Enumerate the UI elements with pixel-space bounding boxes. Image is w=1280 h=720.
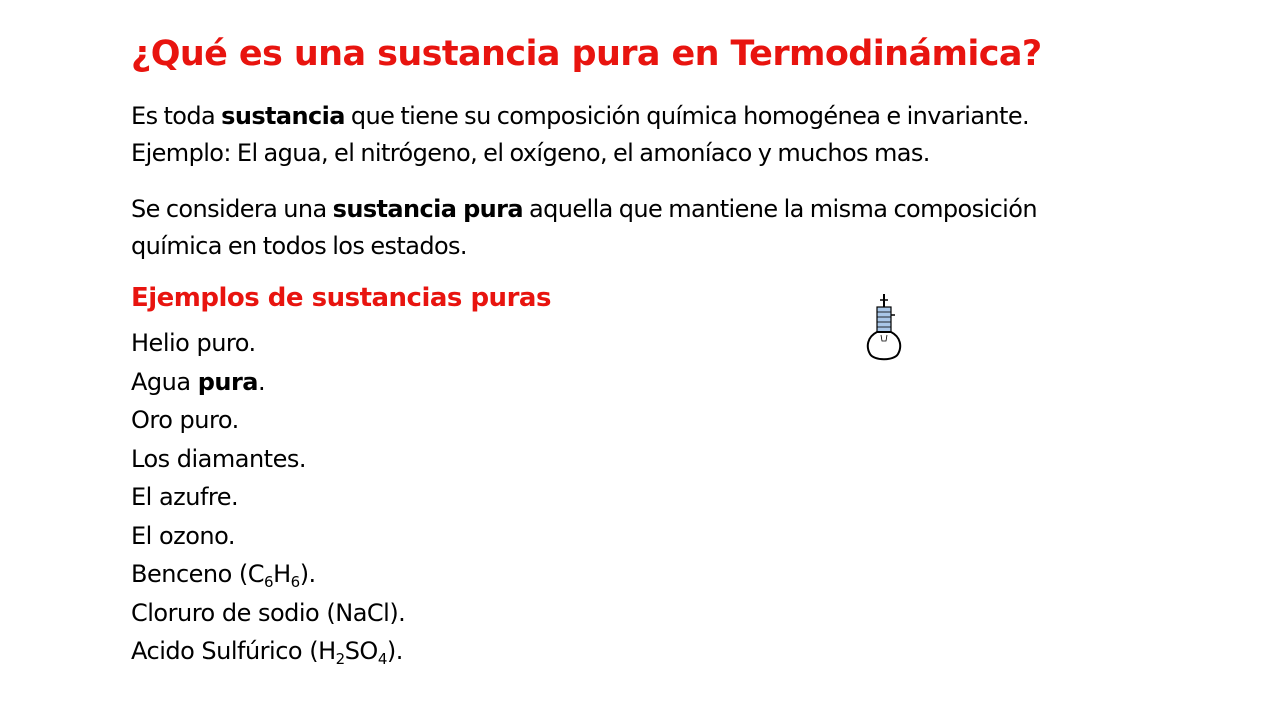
definition-line-1: Es toda sustancia que tiene su composición química homogénea e invariante. — [131, 102, 1030, 130]
list-item: El ozono. — [131, 521, 236, 550]
definition-paragraph — [131, 98, 1029, 172]
list-item: Cloruro de sodio (NaCl). — [131, 598, 406, 627]
examples-list — [131, 324, 405, 671]
list-item: El azufre. — [131, 483, 239, 511]
light-bulb-icon — [863, 293, 905, 365]
examples-heading: Ejemplos de sustancias puras — [131, 283, 551, 313]
list-item: Benceno $(C_6H_6)$. — [131, 560, 316, 591]
definition-line-2: Ejemplo: El agua, el nitrógeno, el oxígeno, el amoníaco y muchos mas. — [131, 139, 930, 167]
slide-title: ¿Qué es una sustancia pura en Termodinámica? — [131, 34, 1042, 74]
list-item: Acido Sulfúrico $(H_2SO_4)$. — [131, 637, 403, 668]
pure-substance-paragraph: Se considera una sustancia pura aquella que mantiene la misma composición química en todos los estados. — [131, 195, 1037, 260]
list-item: Oro puro. — [131, 406, 239, 434]
definition-bold-term: sustancia — [221, 102, 345, 130]
list-item: Los diamantes. — [131, 444, 306, 473]
list-item: Agua pura. — [131, 367, 266, 396]
pure-substance-bold-term: sustancia pura — [332, 195, 523, 223]
list-item: Helio puro. — [131, 329, 256, 357]
